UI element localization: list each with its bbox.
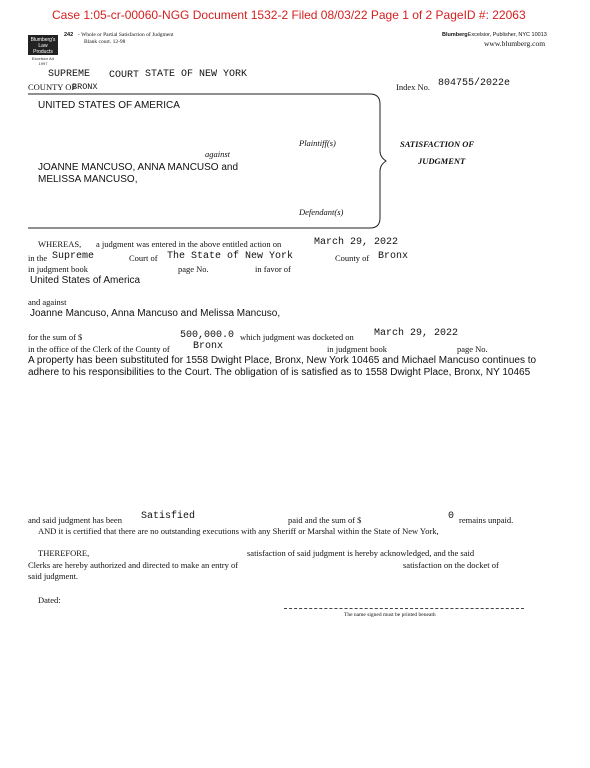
court-name: Supreme xyxy=(52,251,95,262)
satisfied-value: Satisfied xyxy=(141,511,196,522)
page-no-label-2: page No. xyxy=(457,344,488,354)
county-value: BRONX xyxy=(72,82,98,92)
document-title-line-2: JUDGMENT xyxy=(418,156,466,166)
defendant-label: Defendant(s) xyxy=(299,207,344,217)
entered-date: March 29, 2022 xyxy=(314,237,399,248)
and-against-label: and against xyxy=(28,297,67,307)
against-label: against xyxy=(205,149,231,159)
logo-subtext: Excelsior Art 1997 xyxy=(31,56,55,66)
form-title-line-1: - Whole or Partial Satisfaction of Judgment xyxy=(78,32,174,38)
said-judgment-end: said judgment. xyxy=(28,571,79,581)
signature-line xyxy=(284,608,524,609)
docketed-text: which judgment was docketed on xyxy=(240,332,354,342)
publisher-brand: Blumberg xyxy=(442,32,468,38)
plaintiff-label: Plaintiff(s) xyxy=(299,138,336,148)
court-type: SUPREME xyxy=(48,69,91,80)
index-value: 804755/2022e xyxy=(438,78,511,89)
blumberg-logo xyxy=(28,35,58,55)
publisher-rest: Excelsior, Publisher, NYC 10013 xyxy=(467,32,547,38)
county-of-value: Bronx xyxy=(378,251,409,262)
ecf-filing-header: Case 1:05-cr-00060-NGG Document 1532-2 Filed 08/03/22 Page 1 of 2 PageID #: 22063 xyxy=(52,8,526,22)
document-title-line-1: SATISFACTION OF xyxy=(400,139,475,149)
certified-text: AND it is certified that there are no outstanding executions with any Sheriff or Marshal within the State of New York, xyxy=(38,526,439,536)
therefore-text: satisfaction of said judgment is hereby acknowledged, and the said xyxy=(247,548,475,558)
county-label: COUNTY OF xyxy=(28,82,77,92)
docketed-date: March 29, 2022 xyxy=(374,328,459,339)
clerks-text: Clerks are hereby authorized and directed to make an entry of xyxy=(28,560,239,570)
in-the-label: in the xyxy=(28,253,48,263)
sum-label: for the sum of $ xyxy=(28,332,83,342)
office-county: Bronx xyxy=(193,341,224,352)
dated-label: Dated: xyxy=(38,595,61,605)
substitution-text: A property has been substituted for 1558 Dwight Place, Bronx, New York 10465 and Michael Mancuso continues to adhere to his responsibilities to the Court. The obligation of is satisfied as to 1558 Dwight Place, Bronx, NY 10465 xyxy=(28,355,537,378)
court-state: STATE OF NEW YORK xyxy=(145,69,248,80)
logo-line-2: Law Products xyxy=(33,43,53,55)
therefore-label: THEREFORE, xyxy=(38,548,90,558)
page-no-label: page No. xyxy=(178,264,209,274)
sum-value: 500,000.0 xyxy=(180,330,235,341)
court-of-label: Court of xyxy=(129,253,158,263)
said-judgment-label: and said judgment has been xyxy=(28,515,122,525)
court-of-value: The State of New York xyxy=(167,251,294,262)
logo-line-1: Blumberg's xyxy=(30,37,56,43)
judgment-book-label: in judgment book xyxy=(28,264,88,274)
satisfaction-docket-text: satisfaction on the docket of xyxy=(403,560,499,570)
whereas-text: a judgment was entered in the above entitled action on xyxy=(96,239,282,249)
paid-sum-label: paid and the sum of $ xyxy=(288,515,362,525)
defendants-line-1: JOANNE MANCUSO, ANNA MANCUSO and xyxy=(38,162,239,173)
unpaid-value: 0 xyxy=(448,511,455,522)
favor-value: United States of America xyxy=(30,275,141,286)
publisher-url: www.blumberg.com xyxy=(484,39,546,48)
judgment-book-label-2: in judgment book xyxy=(327,344,387,354)
against-value: Joanne Mancuso, Anna Mancuso and Melissa Mancuso, xyxy=(30,308,281,319)
in-favor-of-label: in favor of xyxy=(255,264,291,274)
office-text: in the office of the Clerk of the County of xyxy=(28,344,170,354)
index-label: Index No. xyxy=(396,82,430,92)
court-label: COURT xyxy=(109,70,140,81)
plaintiff-name: UNITED STATES OF AMERICA xyxy=(38,100,180,111)
publisher-line xyxy=(442,32,547,38)
whereas-prefix: WHEREAS, xyxy=(38,239,82,249)
county-of-label: County of xyxy=(335,253,370,263)
signature-caption: The name signed must be printed beneath xyxy=(344,612,436,618)
form-number: 242 xyxy=(64,32,74,38)
defendants-line-2: MELISSA MANCUSO, xyxy=(38,174,138,185)
form-title-line-2: Blank court. 12-98 xyxy=(84,39,126,45)
remains-unpaid-label: remains unpaid. xyxy=(459,515,514,525)
